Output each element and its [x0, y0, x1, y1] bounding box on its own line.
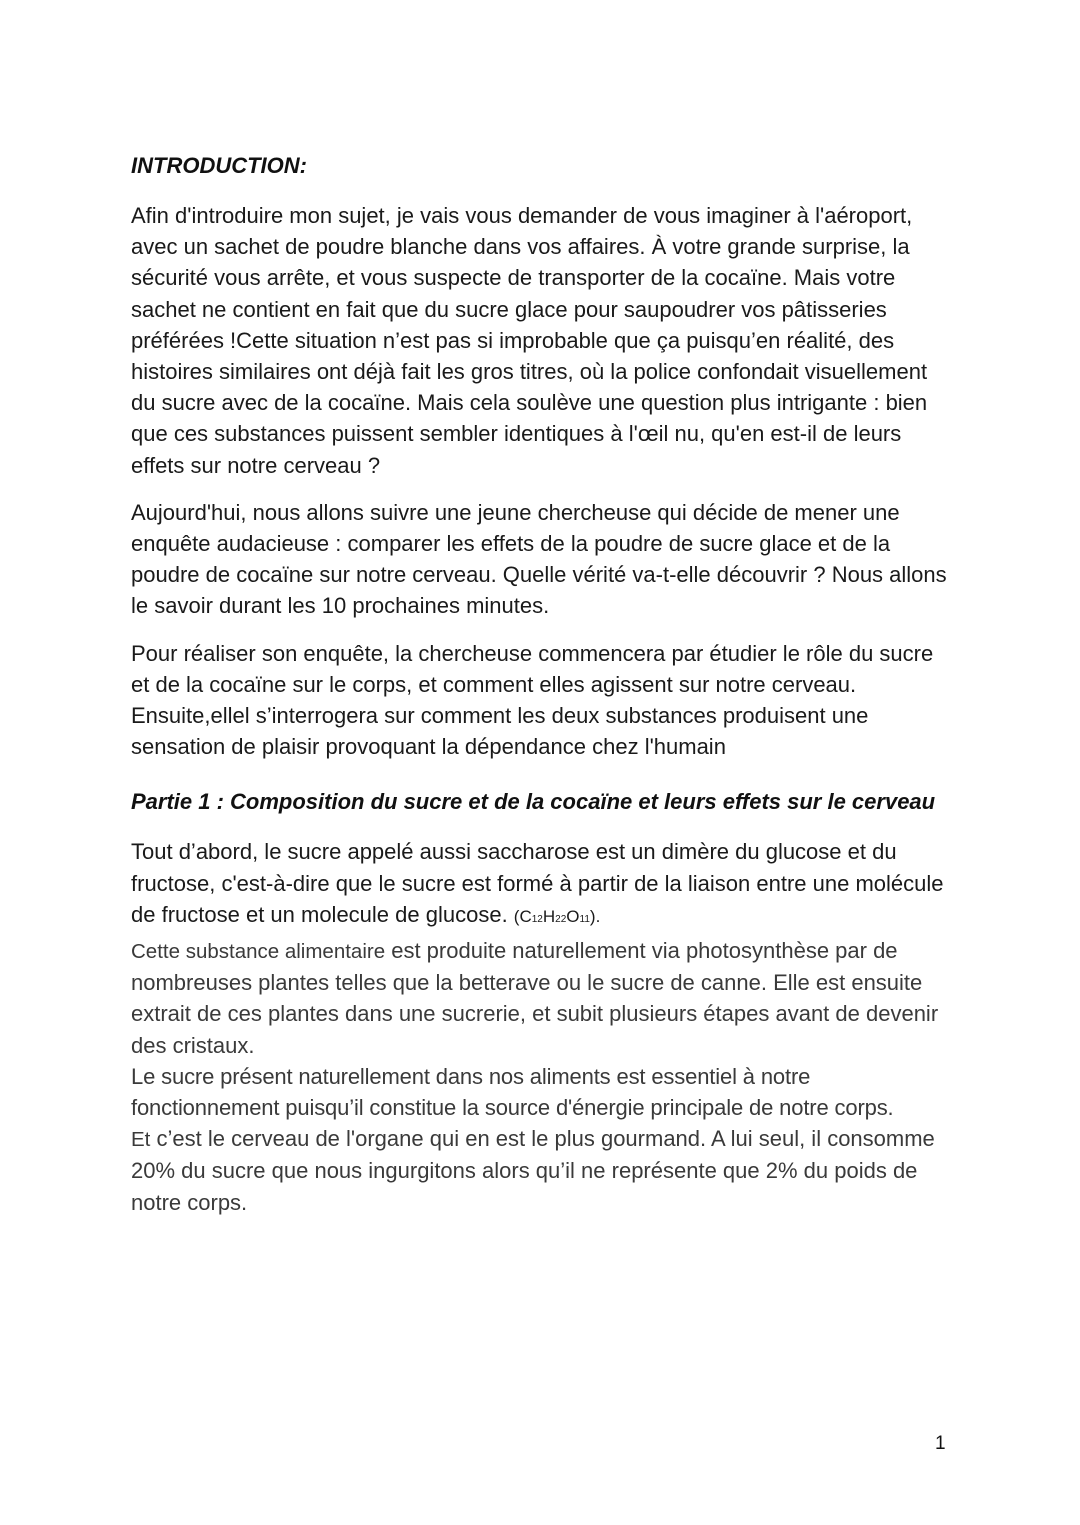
formula-open: ( — [513, 906, 520, 926]
partie1-paragraph-2 — [131, 935, 951, 1061]
page-number: 1 — [935, 1433, 946, 1454]
intro-paragraph-3: Pour réaliser son enquête, la chercheuse commencera par étudier le rôle du sucre et de la cocaïne sur le corps, et comment elles agissent sur notre cerveau. Ensuite,ellel s’interrogera sur comment les deux substances produisent une sensation de plaisir provoquant la dépendance chez l'humain — [131, 640, 934, 760]
partie1-paragraph-4-rest: c’est le cerveau de l'organe qui en est le plus gourmand. A lui seul, il consomme 20% du sucre que nous ingurgitons alors qu’il ne représente que 2% du poids de notre corps. — [131, 1126, 935, 1215]
partie1-paragraph-4-start: Et — [131, 1128, 151, 1152]
partie1-heading: Partie 1 : Composition du sucre et de la cocaïne et leurs effets sur le cerveau — [131, 789, 936, 815]
partie1-paragraph-1 — [131, 836, 951, 935]
formula-hydrogen: H — [542, 906, 556, 926]
introduction-heading: INTRODUCTION: — [131, 153, 307, 178]
document-page — [131, 150, 951, 1218]
partie1-paragraph-1-text: Tout d’abord, le sucre appelé aussi saccharose est un dimère du glucose et du fructose, c'est-à-dire que le sucre est formé à partir de la liaison entre une molécule de fructose et un molecule de glucose. — [131, 839, 944, 927]
intro-paragraph-2: Aujourd'hui, nous allons suivre une jeune chercheuse qui décide de mener une enquête audacieuse : comparer les effets de la poudre de sucre glace et de la poudre de cocaïne sur notre cerveau. Quelle vérité va-t-elle découvrir ? Nous allons le savoir durant les 10 prochaines minutes. — [131, 499, 947, 619]
partie1-paragraph-4 — [131, 1123, 951, 1218]
formula-oxygen: O — [566, 906, 580, 926]
formula-close: ). — [589, 906, 601, 926]
formula-oxygen-count: 11 — [579, 913, 590, 925]
formula-carbon-count: 12 — [531, 913, 543, 925]
sucrose-formula — [514, 907, 601, 926]
intro-paragraph-1: Afin d'introduire mon sujet, je vais vous demander de vous imaginer à l'aéroport, avec un sachet de poudre blanche dans vos affaires. À votre grande surprise, la sécurité vous arrête, et vous suspecte de transporter de la cocaïne. Mais votre sachet ne contient en fait que du sucre glace pour saupoudrer vos pâtisseries préférées !Cette situation n’est pas si improbable que ça puisqu’en réalité, des histoires similaires ont déjà fait les gros titres, où la police confondait visuellement du sucre avec de la cocaïne. Mais cela soulève une question plus intrigante : bien que ces substances puissent sembler identiques à l'œil nu, qu'en est-il de leurs effets sur notre cerveau ? — [131, 203, 928, 478]
partie1-paragraph-2-rest: est produite naturellement via photosynthèse par de nombreuses plantes telles que la betterave ou le sucre de canne. Elle est ensuite extrait de ces plantes dans une sucrerie, et subit plusieurs étapes avant de devenir des cristaux. — [131, 938, 939, 1058]
partie1-paragraph-2-start: Cette substance alimentaire — [131, 940, 386, 964]
formula-hydrogen-count: 22 — [555, 913, 567, 925]
formula-carbon: C — [519, 906, 532, 926]
partie1-paragraph-3: Le sucre présent naturellement dans nos aliments est essentiel à notre fonctionnement puisqu’il constitue la source d'énergie principale de notre corps. — [131, 1063, 894, 1121]
